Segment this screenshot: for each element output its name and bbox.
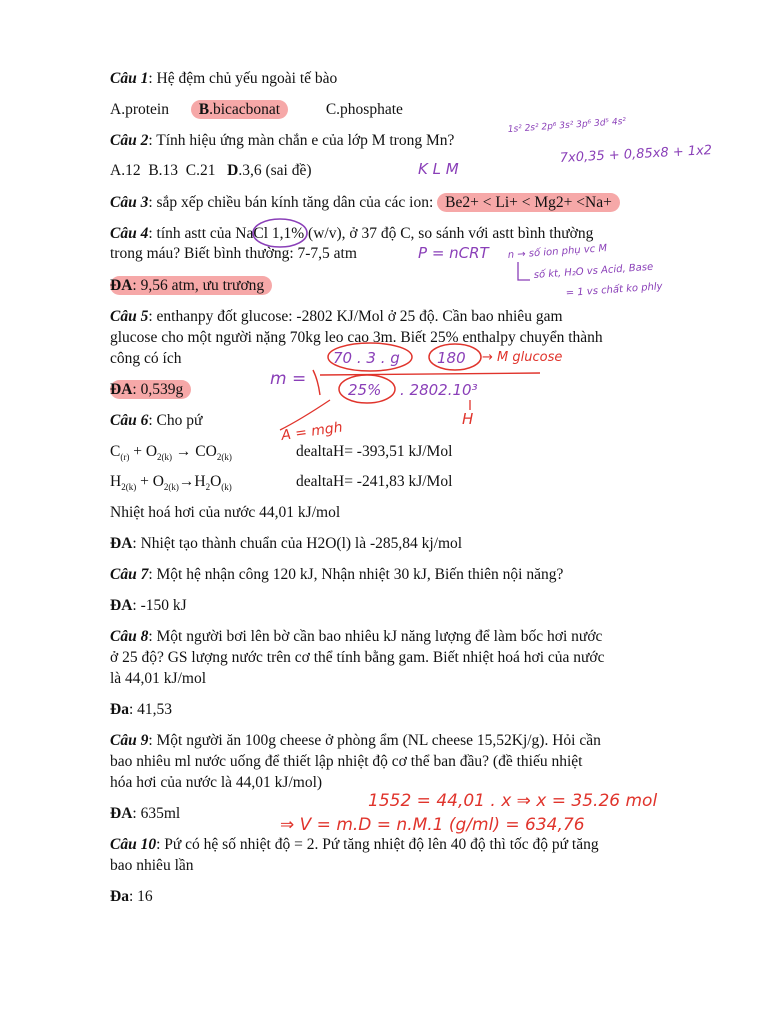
reaction-2-enthalpy: dealtaH= -241,83 kJ/Mol [296, 473, 453, 490]
note-denominator-1: 25% [348, 381, 382, 399]
question-5: Câu 5: enthanpy đốt glucose: -2802 KJ/Mol ở 25 độ. Cần bao nhiêu gam [110, 308, 563, 325]
answer-10: Đa: 16 [110, 888, 153, 905]
note-electron-config: 1s² 2s² 2p⁶ 3s² 3p⁶ 3d⁵ 4s² [507, 116, 627, 135]
note-prt: P = nCRT [418, 244, 489, 262]
question-5-line-2: glucose cho một người nặng 70kg leo cao 3m. Biết 25% enthalpy chuyển thành [110, 329, 603, 346]
answer-4 [110, 276, 272, 296]
question-9-line-3: hóa hơi của nước là 44,01 kJ/mol) [110, 774, 323, 791]
red-stroke [313, 370, 320, 395]
reaction-1-enthalpy: dealtaH= -393,51 kJ/Mol [296, 443, 453, 460]
question-3: Câu 3: sắp xếp chiều bán kính tăng dân của các ion: Be2+ < Li+ < Mg2+ <Na+ [110, 193, 620, 213]
arrow-icon: → [175, 443, 192, 460]
question-1-options: A.protein B.bicacbonat C.phosphate [110, 101, 403, 118]
question-10: Câu 10: Pứ có hệ số nhiệt độ = 2. Pứ tăng nhiệt độ lên 40 độ thì tốc độ pứ tăng [110, 836, 599, 853]
question-1: Câu 1: Hệ đệm chủ yếu ngoài tế bào [110, 70, 338, 87]
question-9-line-2: bao nhiêu ml nước uống để thiết lập nhiệt độ cơ thể ban đầu? (đề thiếu nhiệt [110, 753, 583, 770]
arrow-icon: → [178, 473, 195, 490]
note-ion-2: số kt, H₂O vs Acid, Base [533, 261, 654, 281]
question-4-line-2: trong máu? Biết bình thường: 7-7,5 atm [110, 245, 357, 262]
highlight-answer-q3: Be2+ < Li+ < Mg2+ <Na+ [437, 193, 620, 212]
note-work: A = mgh [280, 419, 344, 444]
circle-efficiency [339, 375, 395, 403]
question-10-line-2: bao nhiêu lần [110, 857, 194, 874]
note-shielding-calc: 7x0,35 + 0,85x8 + 1x2 [559, 143, 713, 166]
question-6: Câu 6: Cho pứ [110, 412, 203, 429]
note-numerator-2: 180 [437, 349, 466, 367]
question-8: Câu 8: Một người bơi lên bờ cần bao nhiêu kJ năng lượng để làm bốc hơi nước [110, 628, 603, 645]
highlight-answer-q5: ĐA: 0,539g [110, 380, 191, 399]
reaction-1: $C_{(r)} + O_{2(k)} \to CO_{2(k)}$ [110, 443, 232, 463]
arrow-to-work [280, 400, 330, 430]
note-klm: K L M [418, 160, 459, 178]
note-denominator-2: . 2802.10³ [400, 381, 478, 399]
highlight-answer-b: B.bicacbonat [191, 100, 288, 119]
question-2: Câu 2: Tính hiệu ứng màn chắn e của lớp M trong Mn? [110, 132, 455, 149]
bracket-line [518, 262, 530, 280]
fraction-bar [320, 373, 540, 375]
note-ion-1: n → số ion phụ vc M [507, 243, 608, 261]
answer-6: ĐA: Nhiệt tạo thành chuẩn của H2O(l) là -285,84 kj/mol [110, 535, 463, 552]
note-m-glucose: → M glucose [482, 350, 563, 365]
reaction-2: $H_{2(k)} + O_{2(k)}\to H_2O_{(k)}$ [110, 473, 232, 493]
highlight-answer-q4: ĐA: 9,56 atm, ưu trương [110, 276, 272, 295]
note-equation-2: ⇒ V = m.D = n.M.1 (g/ml) = 634,76 [280, 815, 585, 835]
question-7: Câu 7: Một hệ nhận công 120 kJ, Nhận nhiệt 30 kJ, Biến thiên nội năng? [110, 566, 564, 583]
note-h: H [462, 410, 474, 428]
answer-7: ĐA: -150 kJ [110, 597, 187, 614]
answer-8: Đa: 41,53 [110, 701, 173, 718]
question-2-options: A.12 B.13 C.21 D.3,6 (sai đề) [110, 162, 312, 179]
circled-nacl: NaCl [235, 225, 269, 242]
question-5-line-3: công có ích [110, 350, 182, 367]
answer-9: ĐA: 635ml [110, 805, 181, 822]
question-8-line-3: là 44,01 kJ/mol [110, 670, 207, 687]
question-4: Câu 4: tính astt của NaCl 1,1% (w/v), ở 37 độ C, so sánh với astt bình thường [110, 225, 594, 242]
question-8-line-2: ở 25 độ? GS lượng nước trên cơ thể tính bằng gam. Biết nhiệt hoá hơi của nước [110, 649, 605, 666]
answer-5 [110, 380, 191, 400]
note-mass: m = [270, 369, 307, 389]
note-numerator-1: 70 . 3 . g [333, 349, 400, 367]
note-ion-3: = 1 vs chất ko phly [565, 281, 663, 299]
vaporization-line: Nhiệt hoá hơi của nước 44,01 kJ/mol [110, 504, 341, 521]
note-equation-1: 1552 = 44,01 . x ⇒ x = 35.26 mol [368, 791, 658, 811]
question-9: Câu 9: Một người ăn 100g cheese ở phòng ẩm (NL cheese 15,52Kj/g). Hỏi cần [110, 732, 601, 749]
